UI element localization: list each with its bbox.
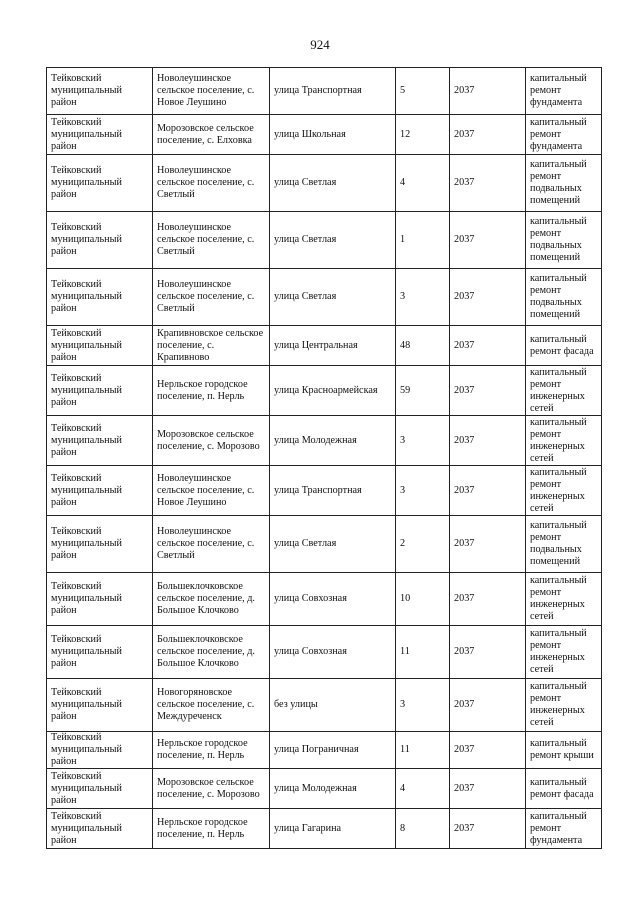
house-number-cell: 12	[396, 115, 450, 155]
work-type-cell: капитальный ремонт инженерных сетей	[526, 573, 602, 626]
settlement-cell: Большеклочковское сельское поселение, д. Большое Клочково	[153, 573, 270, 626]
street-cell: улица Светлая	[270, 155, 396, 212]
house-number-cell: 10	[396, 573, 450, 626]
settlement-cell: Крапивновское сельское поселение, с. Крапивново	[153, 326, 270, 366]
district-cell: Тейковский муниципальный район	[47, 155, 153, 212]
work-type-cell: капитальный ремонт фасада	[526, 326, 602, 366]
work-type-cell: капитальный ремонт подвальных помещений	[526, 269, 602, 326]
table-row	[47, 573, 602, 626]
table-row	[47, 679, 602, 732]
year-cell: 2037	[450, 212, 526, 269]
street-cell: улица Совхозная	[270, 573, 396, 626]
house-number-cell: 3	[396, 679, 450, 732]
year-cell: 2037	[450, 769, 526, 809]
settlement-cell: Большеклочковское сельское поселение, д. Большое Клочково	[153, 626, 270, 679]
settlement-cell: Новолеушинское сельское поселение, с. Новое Леушино	[153, 466, 270, 516]
work-type-cell: капитальный ремонт подвальных помещений	[526, 516, 602, 573]
work-type-cell: капитальный ремонт инженерных сетей	[526, 366, 602, 416]
year-cell: 2037	[450, 466, 526, 516]
house-number-cell: 11	[396, 732, 450, 769]
house-number-cell: 3	[396, 269, 450, 326]
year-cell: 2037	[450, 573, 526, 626]
housing-repair-table	[46, 67, 602, 849]
house-number-cell: 8	[396, 809, 450, 849]
table-body	[47, 68, 602, 849]
year-cell: 2037	[450, 626, 526, 679]
street-cell: улица Молодежная	[270, 416, 396, 466]
district-cell: Тейковский муниципальный район	[47, 326, 153, 366]
year-cell: 2037	[450, 416, 526, 466]
table-row	[47, 155, 602, 212]
work-type-cell: капитальный ремонт инженерных сетей	[526, 416, 602, 466]
settlement-cell: Морозовское сельское поселение, с. Морозово	[153, 416, 270, 466]
work-type-cell: капитальный ремонт крыши	[526, 732, 602, 769]
district-cell: Тейковский муниципальный район	[47, 212, 153, 269]
district-cell: Тейковский муниципальный район	[47, 366, 153, 416]
settlement-cell: Новолеушинское сельское поселение, с. Светлый	[153, 212, 270, 269]
street-cell: улица Светлая	[270, 269, 396, 326]
settlement-cell: Новолеушинское сельское поселение, с. Светлый	[153, 269, 270, 326]
work-type-cell: капитальный ремонт инженерных сетей	[526, 626, 602, 679]
year-cell: 2037	[450, 732, 526, 769]
street-cell: улица Транспортная	[270, 68, 396, 115]
district-cell: Тейковский муниципальный район	[47, 573, 153, 626]
page-number: 924	[310, 37, 330, 52]
work-type-cell: капитальный ремонт инженерных сетей	[526, 466, 602, 516]
year-cell: 2037	[450, 366, 526, 416]
work-type-cell: капитальный ремонт подвальных помещений	[526, 155, 602, 212]
street-cell: улица Центральная	[270, 326, 396, 366]
district-cell: Тейковский муниципальный район	[47, 516, 153, 573]
table-row	[47, 366, 602, 416]
street-cell: улица Молодежная	[270, 769, 396, 809]
street-cell: улица Светлая	[270, 516, 396, 573]
table-row	[47, 732, 602, 769]
street-cell: улица Пограничная	[270, 732, 396, 769]
street-cell: без улицы	[270, 679, 396, 732]
district-cell: Тейковский муниципальный район	[47, 115, 153, 155]
house-number-cell: 2	[396, 516, 450, 573]
street-cell: улица Гагарина	[270, 809, 396, 849]
house-number-cell: 4	[396, 155, 450, 212]
district-cell: Тейковский муниципальный район	[47, 732, 153, 769]
work-type-cell: капитальный ремонт подвальных помещений	[526, 212, 602, 269]
house-number-cell: 48	[396, 326, 450, 366]
house-number-cell: 3	[396, 416, 450, 466]
house-number-cell: 3	[396, 466, 450, 516]
settlement-cell: Морозовское сельское поселение, с. Елховка	[153, 115, 270, 155]
district-cell: Тейковский муниципальный район	[47, 416, 153, 466]
settlement-cell: Новолеушинское сельское поселение, с. Светлый	[153, 155, 270, 212]
street-cell: улица Светлая	[270, 212, 396, 269]
table-row	[47, 626, 602, 679]
settlement-cell: Новогоряновское сельское поселение, с. Междуреченск	[153, 679, 270, 732]
year-cell: 2037	[450, 809, 526, 849]
house-number-cell: 11	[396, 626, 450, 679]
settlement-cell: Нерльское городское поселение, п. Нерль	[153, 732, 270, 769]
district-cell: Тейковский муниципальный район	[47, 269, 153, 326]
year-cell: 2037	[450, 326, 526, 366]
year-cell: 2037	[450, 155, 526, 212]
table-row	[47, 466, 602, 516]
street-cell: улица Школьная	[270, 115, 396, 155]
district-cell: Тейковский муниципальный район	[47, 68, 153, 115]
table-row	[47, 115, 602, 155]
year-cell: 2037	[450, 68, 526, 115]
settlement-cell: Нерльское городское поселение, п. Нерль	[153, 366, 270, 416]
district-cell: Тейковский муниципальный район	[47, 809, 153, 849]
work-type-cell: капитальный ремонт инженерных сетей	[526, 679, 602, 732]
district-cell: Тейковский муниципальный район	[47, 679, 153, 732]
year-cell: 2037	[450, 269, 526, 326]
settlement-cell: Новолеушинское сельское поселение, с. Новое Леушино	[153, 68, 270, 115]
table-row	[47, 269, 602, 326]
table-row	[47, 326, 602, 366]
table-row	[47, 809, 602, 849]
work-type-cell: капитальный ремонт фундамента	[526, 115, 602, 155]
house-number-cell: 59	[396, 366, 450, 416]
table-row	[47, 516, 602, 573]
table-row	[47, 416, 602, 466]
table-row	[47, 68, 602, 115]
year-cell: 2037	[450, 516, 526, 573]
district-cell: Тейковский муниципальный район	[47, 626, 153, 679]
street-cell: улица Красноармейская	[270, 366, 396, 416]
house-number-cell: 1	[396, 212, 450, 269]
year-cell: 2037	[450, 679, 526, 732]
settlement-cell: Морозовское сельское поселение, с. Морозово	[153, 769, 270, 809]
work-type-cell: капитальный ремонт фундамента	[526, 68, 602, 115]
table-row	[47, 769, 602, 809]
street-cell: улица Совхозная	[270, 626, 396, 679]
table-row	[47, 212, 602, 269]
settlement-cell: Нерльское городское поселение, п. Нерль	[153, 809, 270, 849]
work-type-cell: капитальный ремонт фасада	[526, 769, 602, 809]
district-cell: Тейковский муниципальный район	[47, 466, 153, 516]
street-cell: улица Транспортная	[270, 466, 396, 516]
year-cell: 2037	[450, 115, 526, 155]
settlement-cell: Новолеушинское сельское поселение, с. Светлый	[153, 516, 270, 573]
house-number-cell: 5	[396, 68, 450, 115]
work-type-cell: капитальный ремонт фундамента	[526, 809, 602, 849]
district-cell: Тейковский муниципальный район	[47, 769, 153, 809]
house-number-cell: 4	[396, 769, 450, 809]
